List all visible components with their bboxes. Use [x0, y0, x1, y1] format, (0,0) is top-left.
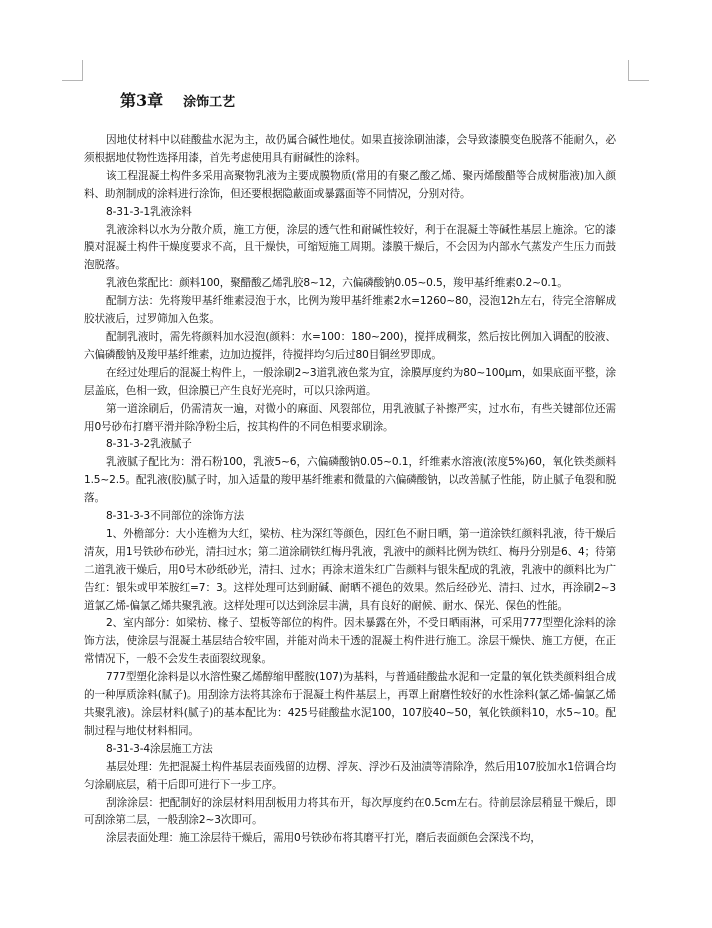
paragraph: 2、室内部分：如梁枋、椽子、望板等部位的构件。因未暴露在外，不受日晒雨淋，可采用777型塑化涂料的涂饰方法，使涂层与混凝土基层结合较牢固，并能对尚未干透的混凝土构件进行施工。涂层干燥快、施工方便，在正常情况下，一般不会发生表面裂纹现象。	[84, 617, 616, 666]
paragraph: 777型塑化涂料是以水溶性聚乙烯醇缩甲醛胺(107)为基料，与普通硅酸盐水泥和一定量的氧化铁类颜料组合成的一种厚质涂料(腻子)。用刮涂方法将其涂布于混凝土构件基层上，再罩上耐磨性较好的水性涂料(氯乙烯-偏氯乙烯共聚乳液)。涂层材料(腻子)的基本配比为：425号硅酸盐水泥100，107胶40~50，氧化铁颜料10，水5~10。配制过程与地仗材料相同。	[84, 671, 616, 737]
paragraph: 第一道涂刷后，仍需清灰一遍，对微小的麻面、风裂部位，用乳液腻子补擦严实，过水布，有些关键部位还需用0号砂布打磨平滑并除净粉尘后，按其构件的不同色相要求刷涂。	[84, 402, 616, 433]
chapter-heading	[120, 88, 235, 111]
paragraph: 因地仗材料中以硅酸盐水泥为主，故仍属合碱性地仗。如果直接涂刷油漆，会导致漆膜变色脱落不能耐久，必须根据地仗物性选择用漆，首先考虑使用具有耐碱性的涂料。	[84, 134, 616, 164]
paragraph: 涂层表面处理：施工涂层待干燥后，需用0号铁砂布将其磨平打光，磨后表面颜色会深浅不均，	[106, 832, 541, 845]
crop-mark-top-left	[62, 60, 83, 81]
paragraph: 配制方法：先将羧甲基纤维素浸泡于水，比例为羧甲基纤维素2水=1260~80，浸泡12h左右，待完全溶解成胶状液后，过罗筛加入色浆。	[84, 295, 616, 326]
paragraph: 该工程混凝土构件多采用高聚物乳液为主要成膜物质(常用的有聚乙酸乙烯、聚丙烯酸醋等合成树脂液)加入颜料、助剂制成的涂料进行涂饰，但还要根据隐蔽面或暴露面等不同情况，分别对待。	[84, 169, 616, 200]
document-body	[84, 132, 616, 848]
crop-mark-top-right	[628, 60, 649, 81]
paragraph: 基层处理：先把混凝土构件基层表面残留的边楞、浮灰、浮沙石及油渍等清除净，然后用107胶加水1倍调合均匀涂刷底层，稍干后即可进行下一步工序。	[84, 760, 616, 791]
paragraph: 1、外檐部分：大小连檐为大红，梁枋、柱为深红等颜色，因红色不耐日晒，第一道涂铁红颜料乳液，待干燥后清灰，用1号铁砂布砂光，清扫过水；第二道涂刷铁红梅丹乳液，乳液中的颜料比例为铁红、梅丹分别是6、4；待第二道乳液干燥后，用0号木砂纸砂光，清扫、过水；再涂末道朱红广告颜料与银朱配成的乳液，乳液中的颜料比为广告红：银朱或甲苯胺红=7：3。这样处理可达到耐碱、耐晒不褪色的效果。然后经砂光、清扫、过水，再涂刷2~3道氯乙烯-偏氯乙烯共聚乳液。这样处理可以达到涂层丰满，具有良好的耐候、耐水、保光、保色的性能。	[84, 527, 616, 612]
chapter-number: 第3章	[120, 91, 164, 110]
paragraph: 乳液腻子配比为：滑石粉100，乳液5~6，六偏磷酸钠0.05~0.1，纤维素水溶液(浓度5%)60，氧化铁类颜料1.5~2.5。配乳液(胶)腻子时，加入适量的羧甲基纤维素和微量的六偏磷酸钠，以改善腻子性能，防止腻子龟裂和脱落。	[84, 456, 616, 505]
section-heading: 8-31-3-2乳液腻子	[106, 438, 192, 451]
section-heading: 8-31-3-4涂层施工方法	[106, 742, 213, 755]
paragraph: 配制乳液时，需先将颜料加水浸泡(颜料：水=100：180~200)，搅拌成稠浆，然后按比例加入调配的胶液、六偏磷酸钠及羧甲基纤维素，边加边搅拌，待搅拌均匀后过80目铜丝罗即成。	[84, 330, 616, 361]
paragraph: 刮涂涂层：把配制好的涂层材料用刮板用力将其布开，每次厚度约在0.5cm左右。待前层涂层稍显干燥后，即可刮涂第二层，一般刮涂2~3次即可。	[84, 796, 616, 827]
chapter-title: 涂饰工艺	[183, 95, 236, 110]
paragraph: 在经过处理后的混凝土构件上，一般涂刷2~3道乳液色浆为宜，涂膜厚度约为80~100μm，如果底面平整，涂层盖底，色相一致，但涂膜已产生良好光亮时，可以只涂两道。	[84, 366, 616, 397]
paragraph: 乳液色浆配比：颜料100，聚醋酸乙烯乳胶8~12，六偏磷酸钠0.05~0.5，羧甲基纤维素0.2~0.1。	[106, 277, 568, 290]
section-heading: 8-31-3-3不同部位的涂饰方法	[106, 510, 244, 523]
paragraph: 乳液涂料以水为分散介质，施工方便，涂层的透气性和耐碱性较好，利于在混凝土等碱性基层上施涂。它的漆膜对混凝土构件干燥度要求不高，且干燥快，可缩短施工周期。漆膜干燥后，不会因为内部水气蒸发产生压力而鼓泡脱落。	[84, 223, 616, 272]
section-heading: 8-31-3-1乳液涂料	[106, 205, 192, 218]
